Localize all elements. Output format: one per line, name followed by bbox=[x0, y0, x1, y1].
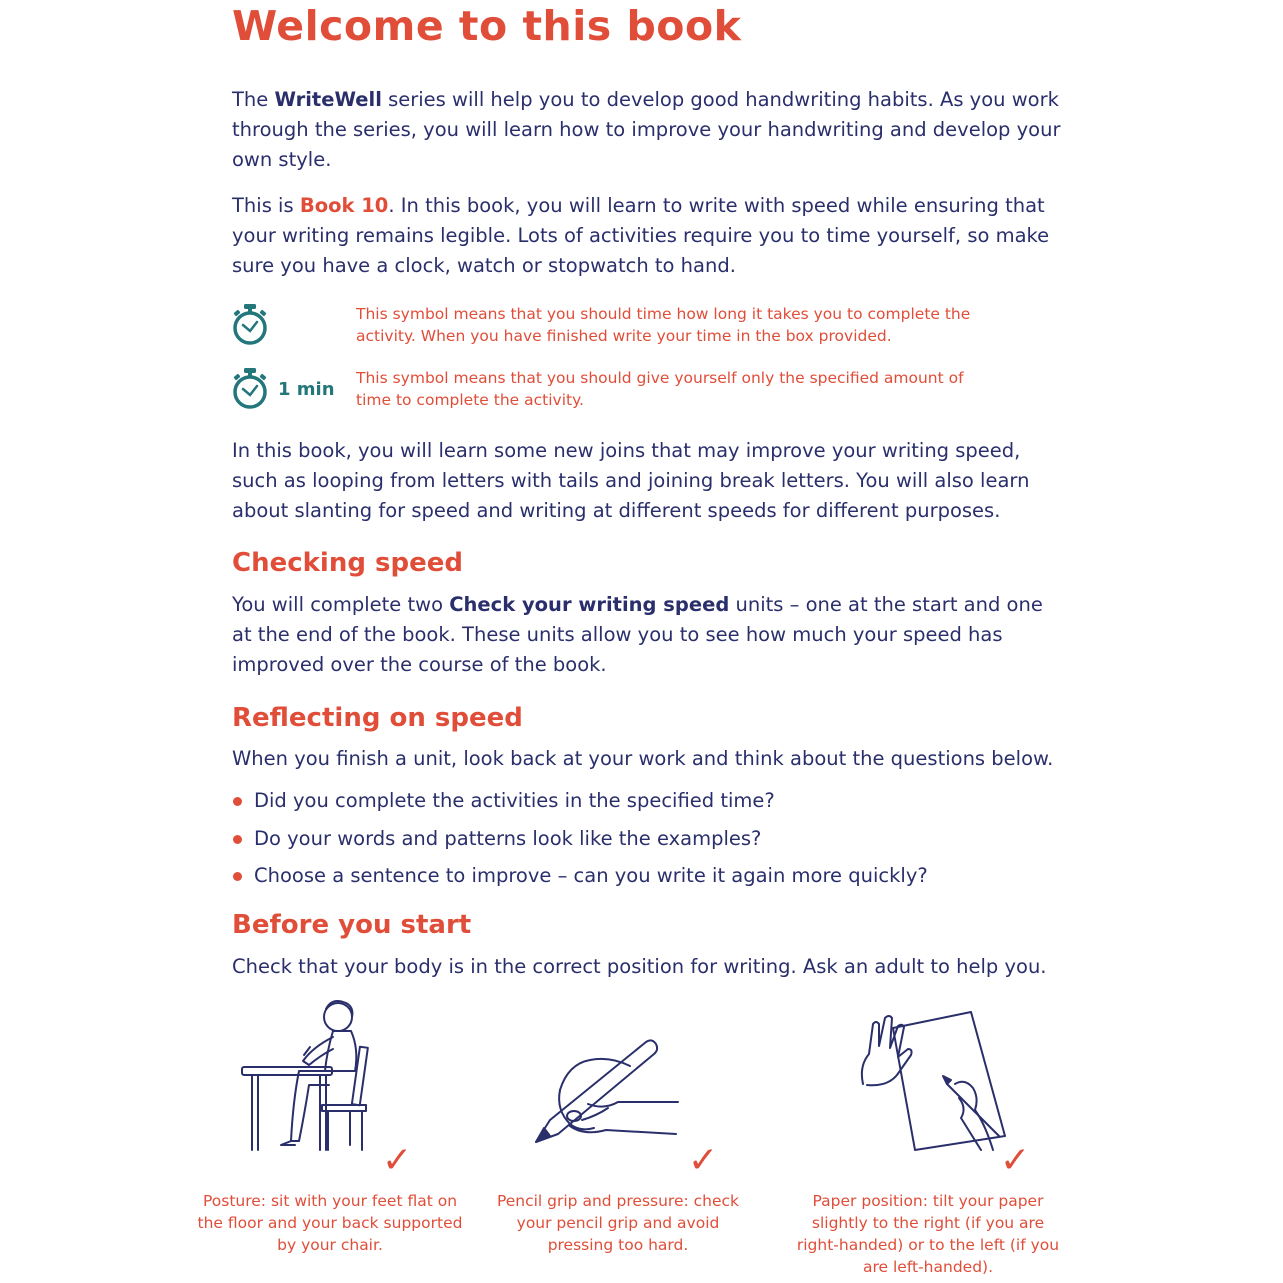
stopwatch-icon bbox=[232, 303, 268, 347]
checking-text: You will complete two bbox=[232, 593, 450, 616]
list-item bbox=[232, 820, 1062, 858]
symbol-minutes: 1 min bbox=[278, 379, 335, 400]
before-paragraph: Check that your body is in the correct position for writing. Ask an adult to help you. bbox=[232, 955, 1047, 978]
series-name: WriteWell bbox=[274, 88, 382, 111]
posture-illustration bbox=[238, 995, 498, 1155]
posture-caption: Posture: sit with your feet flat on the floor and your back supported by your chair. bbox=[197, 1192, 463, 1254]
intro-paragraph-1 bbox=[232, 85, 1062, 175]
bullet-icon bbox=[233, 835, 242, 844]
unit-name: Check your writing speed bbox=[449, 593, 730, 616]
reflection-questions bbox=[232, 782, 1062, 895]
list-item bbox=[232, 857, 1062, 895]
intro-paragraph-2 bbox=[232, 191, 1062, 281]
book-number: Book 10 bbox=[299, 194, 389, 217]
pencil-grip-illustration bbox=[530, 1030, 790, 1150]
question-text: Do your words and patterns look like the examples? bbox=[254, 826, 762, 850]
stopwatch-icon bbox=[232, 367, 268, 411]
check-icon: ✓ bbox=[688, 1140, 719, 1181]
list-item bbox=[232, 782, 1062, 820]
section-heading-before: Before you start bbox=[232, 910, 472, 940]
check-icon: ✓ bbox=[1000, 1140, 1031, 1181]
overview-paragraph: In this book, you will learn some new joins that may improve your writing speed, such as looping from letters with tails and joining break letters. You will also learn about slanting for speed and writing at different speeds for different purposes. bbox=[232, 439, 1030, 522]
section-heading-checking: Checking speed bbox=[232, 548, 463, 578]
question-text: Choose a sentence to improve – can you write it again more quickly? bbox=[254, 864, 928, 887]
symbol-description: This symbol means that you should time how long it takes you to complete the activity. When you have finished write your time in the box provided. bbox=[356, 305, 971, 345]
intro-text: The bbox=[232, 88, 275, 111]
intro-text: . In this book, you will learn to write with speed while ensuring that your writing remains legible. Lots of activities require you to time yourself, so make sure you have a clock, watch or stopwatch to hand. bbox=[232, 194, 1050, 277]
question-text: Did you complete the activities in the specified time? bbox=[254, 789, 775, 812]
bullet-icon bbox=[233, 872, 242, 881]
intro-text: This is bbox=[232, 194, 300, 217]
pencil-grip-caption: Pencil grip and pressure: check your pencil grip and avoid pressing too hard. bbox=[496, 1192, 740, 1254]
symbol-description: This symbol means that you should give yourself only the specified amount of time to complete the activity. bbox=[356, 369, 964, 409]
page-title: Welcome to this book bbox=[232, 2, 742, 50]
symbol-row-limit bbox=[232, 367, 1062, 417]
bullet-icon bbox=[233, 797, 242, 806]
checking-text: units – one at the start and one at the end of the book. These units allow you to see how much your speed has improved over the course of the book. bbox=[232, 593, 1043, 676]
paper-position-illustration bbox=[855, 1010, 1115, 1160]
symbol-row-time bbox=[232, 303, 1062, 353]
intro-text: series will help you to develop good handwriting habits. As you work through the series, you will learn how to improve your handwriting and develop your own style. bbox=[232, 88, 1061, 171]
reflecting-paragraph: When you finish a unit, look back at your work and think about the questions below. bbox=[232, 747, 1054, 770]
paper-position-caption: Paper position: tilt your paper slightly to the right (if you are right-handed) or to the left (if you are left-handed). bbox=[796, 1192, 1060, 1276]
check-icon: ✓ bbox=[382, 1140, 413, 1181]
checking-paragraph bbox=[232, 590, 1062, 680]
section-heading-reflecting: Reflecting on speed bbox=[232, 703, 523, 733]
